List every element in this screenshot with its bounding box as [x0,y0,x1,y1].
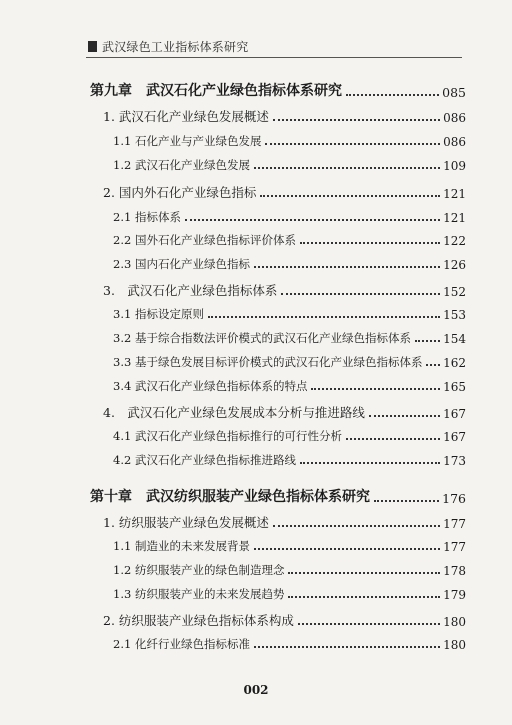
toc-entry-title: 第十章 武汉纺织服装产业绿色指标体系研究 [90,489,370,505]
toc-entry-page: 176 [442,491,466,506]
toc-chapter-entry[interactable] [90,80,466,100]
toc-entry-page: 165 [443,380,466,394]
toc-section-entry[interactable] [103,107,466,125]
toc-sub-entry[interactable] [113,256,466,272]
dot-leader [311,388,440,390]
toc-entry-page: 178 [443,564,466,578]
dot-leader [288,572,440,574]
toc-entry-page: 177 [443,540,466,554]
toc-entry-page: 086 [443,135,466,149]
dot-leader [185,219,440,221]
dot-leader [208,316,440,318]
dot-leader [273,119,440,121]
toc-entry-title: 3.4 武汉石化产业绿色指标体系的特点 [113,379,308,393]
dot-leader [281,293,440,295]
toc-sub-entry[interactable] [113,452,466,468]
toc-entry-page: 121 [443,187,466,201]
toc-entry-title: 4.1 武汉石化产业绿色指标推行的可行性分析 [113,429,342,443]
toc-entry-page: 162 [443,356,466,370]
toc-entry-page: 109 [443,159,466,173]
dot-leader [300,242,440,244]
toc-sub-entry[interactable] [113,636,466,652]
toc-section-entry[interactable] [103,513,466,531]
toc-sub-entry[interactable] [113,538,466,554]
toc-sub-entry[interactable] [113,330,466,346]
toc-sub-entry[interactable] [113,157,466,173]
toc-entry-page: 177 [443,517,466,531]
toc-entry-page: 154 [443,332,466,346]
toc-sub-entry[interactable] [113,209,466,225]
toc-section-entry[interactable] [103,611,466,629]
toc-entry-title: 1.2 纺织服装产业的绿色制造理念 [113,563,285,577]
toc-sub-entry[interactable] [113,378,466,394]
toc-entry-page: 153 [443,308,466,322]
toc-sub-entry[interactable] [113,232,466,248]
toc-section-entry[interactable] [103,183,466,201]
toc-entry-title: 1. 纺织服装产业绿色发展概述 [103,515,269,530]
toc-entry-title: 4.2 武汉石化产业绿色指标推进路线 [113,453,296,467]
toc-entry-page: 179 [443,588,466,602]
toc-entry-title: 2.2 国外石化产业绿色指标评价体系 [113,233,296,247]
toc-entry-title: 2.3 国内石化产业绿色指标 [113,257,250,271]
toc-entry-title: 2.1 指标体系 [113,210,181,224]
toc-entry-page: 173 [443,454,466,468]
toc-entry-title: 1.3 纺织服装产业的未来发展趋势 [113,587,285,601]
toc-entry-title: 3.1 指标设定原则 [113,307,204,321]
toc-entry-page: 122 [443,234,466,248]
dot-leader [273,525,440,527]
dot-leader [288,596,440,598]
toc-entry-page: 086 [443,111,466,125]
running-header-title: 武汉绿色工业指标体系研究 [102,40,249,54]
dot-leader [369,415,440,417]
toc-sub-entry[interactable] [113,306,466,322]
toc-entry-page: 167 [443,430,466,444]
toc-entry-title: 1.1 制造业的未来发展背景 [113,539,250,553]
running-header [88,38,248,55]
toc-entry-title: 4. 武汉石化产业绿色发展成本分析与推进路线 [103,405,365,420]
dot-leader [298,623,440,625]
page-number: 002 [243,683,269,697]
toc-entry-title: 第九章 武汉石化产业绿色指标体系研究 [90,83,342,99]
dot-leader [415,340,440,342]
toc-entry-page: 180 [443,615,466,629]
dot-leader [426,364,440,366]
toc-entry-page: 085 [442,85,466,100]
dot-leader [300,462,440,464]
toc-entry-page: 167 [443,407,466,421]
toc-sub-entry[interactable] [113,428,466,444]
toc-sub-entry[interactable] [113,586,466,602]
dot-leader [254,266,440,268]
toc-sub-entry[interactable] [113,562,466,578]
toc-entry-page: 121 [443,211,466,225]
dot-leader [374,500,439,502]
toc-sub-entry[interactable] [113,133,466,149]
toc-entry-page: 126 [443,258,466,272]
toc-entry-title: 2.1 化纤行业绿色指标标准 [113,637,250,651]
dot-leader [254,167,440,169]
dot-leader [254,548,440,550]
header-square-icon [88,41,97,52]
header-divider [86,57,462,58]
toc-entry-title: 2. 国内外石化产业绿色指标 [103,185,257,200]
toc-section-entry[interactable] [103,281,466,299]
toc-entry-title: 3.3 基于绿色发展目标评价模式的武汉石化产业绿色指标体系 [113,355,423,369]
dot-leader [265,143,440,145]
toc-entry-page: 152 [443,285,466,299]
dot-leader [260,195,440,197]
toc-chapter-entry[interactable] [90,486,466,506]
toc-entry-title: 3.2 基于综合指数法评价模式的武汉石化产业绿色指标体系 [113,331,411,345]
toc-section-entry[interactable] [103,403,466,421]
toc-entry-page: 180 [443,638,466,652]
dot-leader [346,438,440,440]
dot-leader [254,646,440,648]
dot-leader [346,94,439,96]
toc-sub-entry[interactable] [113,354,466,370]
toc-entry-title: 1.1 石化产业与产业绿色发展 [113,134,262,148]
toc-entry-title: 2. 纺织服装产业绿色指标体系构成 [103,613,294,628]
toc-entry-title: 3. 武汉石化产业绿色指标体系 [103,283,278,298]
toc-entry-title: 1.2 武汉石化产业绿色发展 [113,158,250,172]
toc-entry-title: 1. 武汉石化产业绿色发展概述 [103,109,269,124]
